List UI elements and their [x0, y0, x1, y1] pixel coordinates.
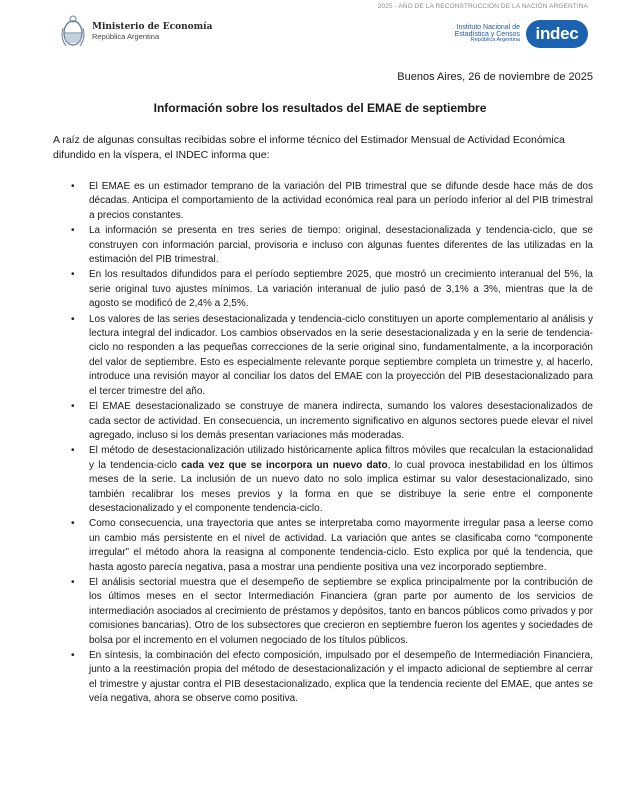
ministry-title: Ministerio de Economía — [92, 21, 213, 32]
list-item-emphasis: cada vez que se incorpora un nuevo dato — [181, 459, 388, 471]
ministry-subtitle: República Argentina — [92, 31, 160, 41]
bullet-dot-icon: • — [71, 445, 75, 457]
bullet-dot-icon: • — [71, 650, 75, 661]
list-item-text: El EMAE es un estimador temprano de la variación del PIB trimestral que se difunde desde hace más de dos décadas. Anticipa el comportamiento de la actividad económica real para un período inferior al del PIB trimestral a precios constantes. — [89, 181, 593, 221]
list-item-text-start: El método de desestacionalización utilizado históricamente aplica filtros móviles que recalculan la estacionalidad y la tendencia-ciclo — [89, 445, 593, 471]
list-item — [53, 576, 593, 648]
letterhead — [0, 12, 640, 62]
list-item — [53, 224, 593, 267]
list-item-text: Los valores de las series desestacionalizada y tendencia-ciclo constituyen un aporte complementario al análisis y lectura integral del indicador. Los cambios observados en la serie desestacionalizada y en la serie de tendencia-ciclo no responden a las pequeñas correcciones de la serie original sino, fundamentalmente, a la incorporación del valor de septiembre. Esto es especialmente relevante porque septiembre completa un trimestre y, al hacerlo, introduce una revisión mayor al conciliar los datos del EMAE con la proyección del PIB desestacionalizado para el tercer trimestre del año. — [89, 313, 593, 397]
document-date: Buenos Aires, 26 de noviembre de 2025 — [397, 71, 593, 83]
list-item-text: En síntesis, la combinación del efecto composición, impulsado por el desempeño de Intermediación Financiera, junto a la reestimación propia del método de desestacionalización y el impacto adicional de septiembre al cerrar el trimestre y ajustar contra el PIB desestacionalizado, explica que la tendencia reciente del EMAE, que antes se veía negativa, ahora se observe como positiva. — [89, 650, 593, 705]
indec-logo — [455, 20, 588, 48]
indec-name-line3: República Argentina — [470, 37, 520, 44]
list-item — [53, 444, 593, 516]
bullet-dot-icon: • — [71, 401, 75, 413]
intro-paragraph: A raíz de algunas consultas recibidas sobre el informe técnico del Estimador Mensual de Actividad Económica difundido en la víspera, el INDEC informa que: — [53, 134, 565, 161]
list-item-text-end: , lo cual provoca inestabilidad en los últimos meses de la serie. La inclusión de un nuevo dato no solo implica estimar su valor desestacionalizado, sino también recalibrar los meses previos y la forma en que se distribuye la serie entre el componente desestacionalizado y el componente tendencia-ciclo. — [89, 459, 593, 514]
indec-name-line2: Estadística y Censos — [454, 31, 520, 39]
bullet-dot-icon: • — [71, 313, 75, 325]
bullet-dot-icon: • — [71, 225, 75, 237]
list-item-text: En los resultados difundidos para el período septiembre 2025, que mostró un crecimiento interanual del 5%, la serie original tuvo ajustes mínimos. La variación interanual de julio pasó de 3,1% a 3%, mientras que la de agosto se modificó de 2,4% a 2,5%. — [89, 269, 593, 310]
list-item-text: Como consecuencia, una trayectoria que antes se interpretaba como mayormente irregular pasa a leerse como un cambio más persistente en el nivel de actividad. La variación que antes se clasificaba como “componente irregular” el método ahora la reasigna al componente tendencia-ciclo. Esto explica por qué la tendencia, que hasta agosto parecía negativa, pasa a mostrar una pendiente positiva una vez incorporado septiembre. — [89, 518, 593, 573]
indec-badge: indec — [526, 20, 588, 48]
coat-of-arms-icon — [60, 14, 86, 50]
bullet-dot-icon: • — [71, 269, 75, 281]
bullet-dot-icon: • — [71, 576, 75, 588]
list-item-text: El análisis sectorial muestra que el desempeño de septiembre se explica principalmente por la contribución de los últimos meses en el sector Intermediación Financiera (gran parte por aumento de los servicios de intermediación asociados al crecimiento de préstamos y depósitos, tanto en bancos públicos como privados y por comisiones bancarias). Otro de los subsectores que crecieron en septiembre fueron los agentes y sociedades de bolsa por el incremento en el volumen negociado de los títulos públicos. — [89, 576, 593, 646]
list-item-text: La información se presenta en tres series de tiempo: original, desestacionalizada y tendencia-ciclo, que se construyen con información parcial, provisoria e incluso con algunas fuentes diferentes de las utilizadas en la estimación del PIB trimestral. — [89, 225, 593, 266]
bullet-dot-icon: • — [71, 181, 75, 192]
list-item-text: El EMAE desestacionalizado se construye de manera indirecta, sumando los valores desestacionalizados de cada sector de actividad. En consecuencia, un incremento significativo en algunos sectores puede elevar el nivel agregado, incluso si los demás presentan variaciones más moderadas. — [89, 401, 593, 441]
list-item — [53, 649, 593, 707]
ministry-logo — [60, 14, 212, 50]
list-item — [53, 400, 593, 443]
document-title: Información sobre los resultados del EMAE de septiembre — [153, 101, 487, 115]
list-item — [53, 180, 593, 223]
bullet-dot-icon: • — [71, 518, 75, 530]
list-item — [53, 268, 593, 311]
list-item — [53, 313, 593, 399]
indec-name-line1: Instituto Nacional de — [456, 23, 520, 31]
header-slogan: 2025 - AÑO DE LA RECONSTRUCCIÓN DE LA NACIÓN ARGENTINA — [377, 3, 588, 10]
list-item — [53, 517, 593, 575]
bullet-list — [53, 180, 593, 708]
